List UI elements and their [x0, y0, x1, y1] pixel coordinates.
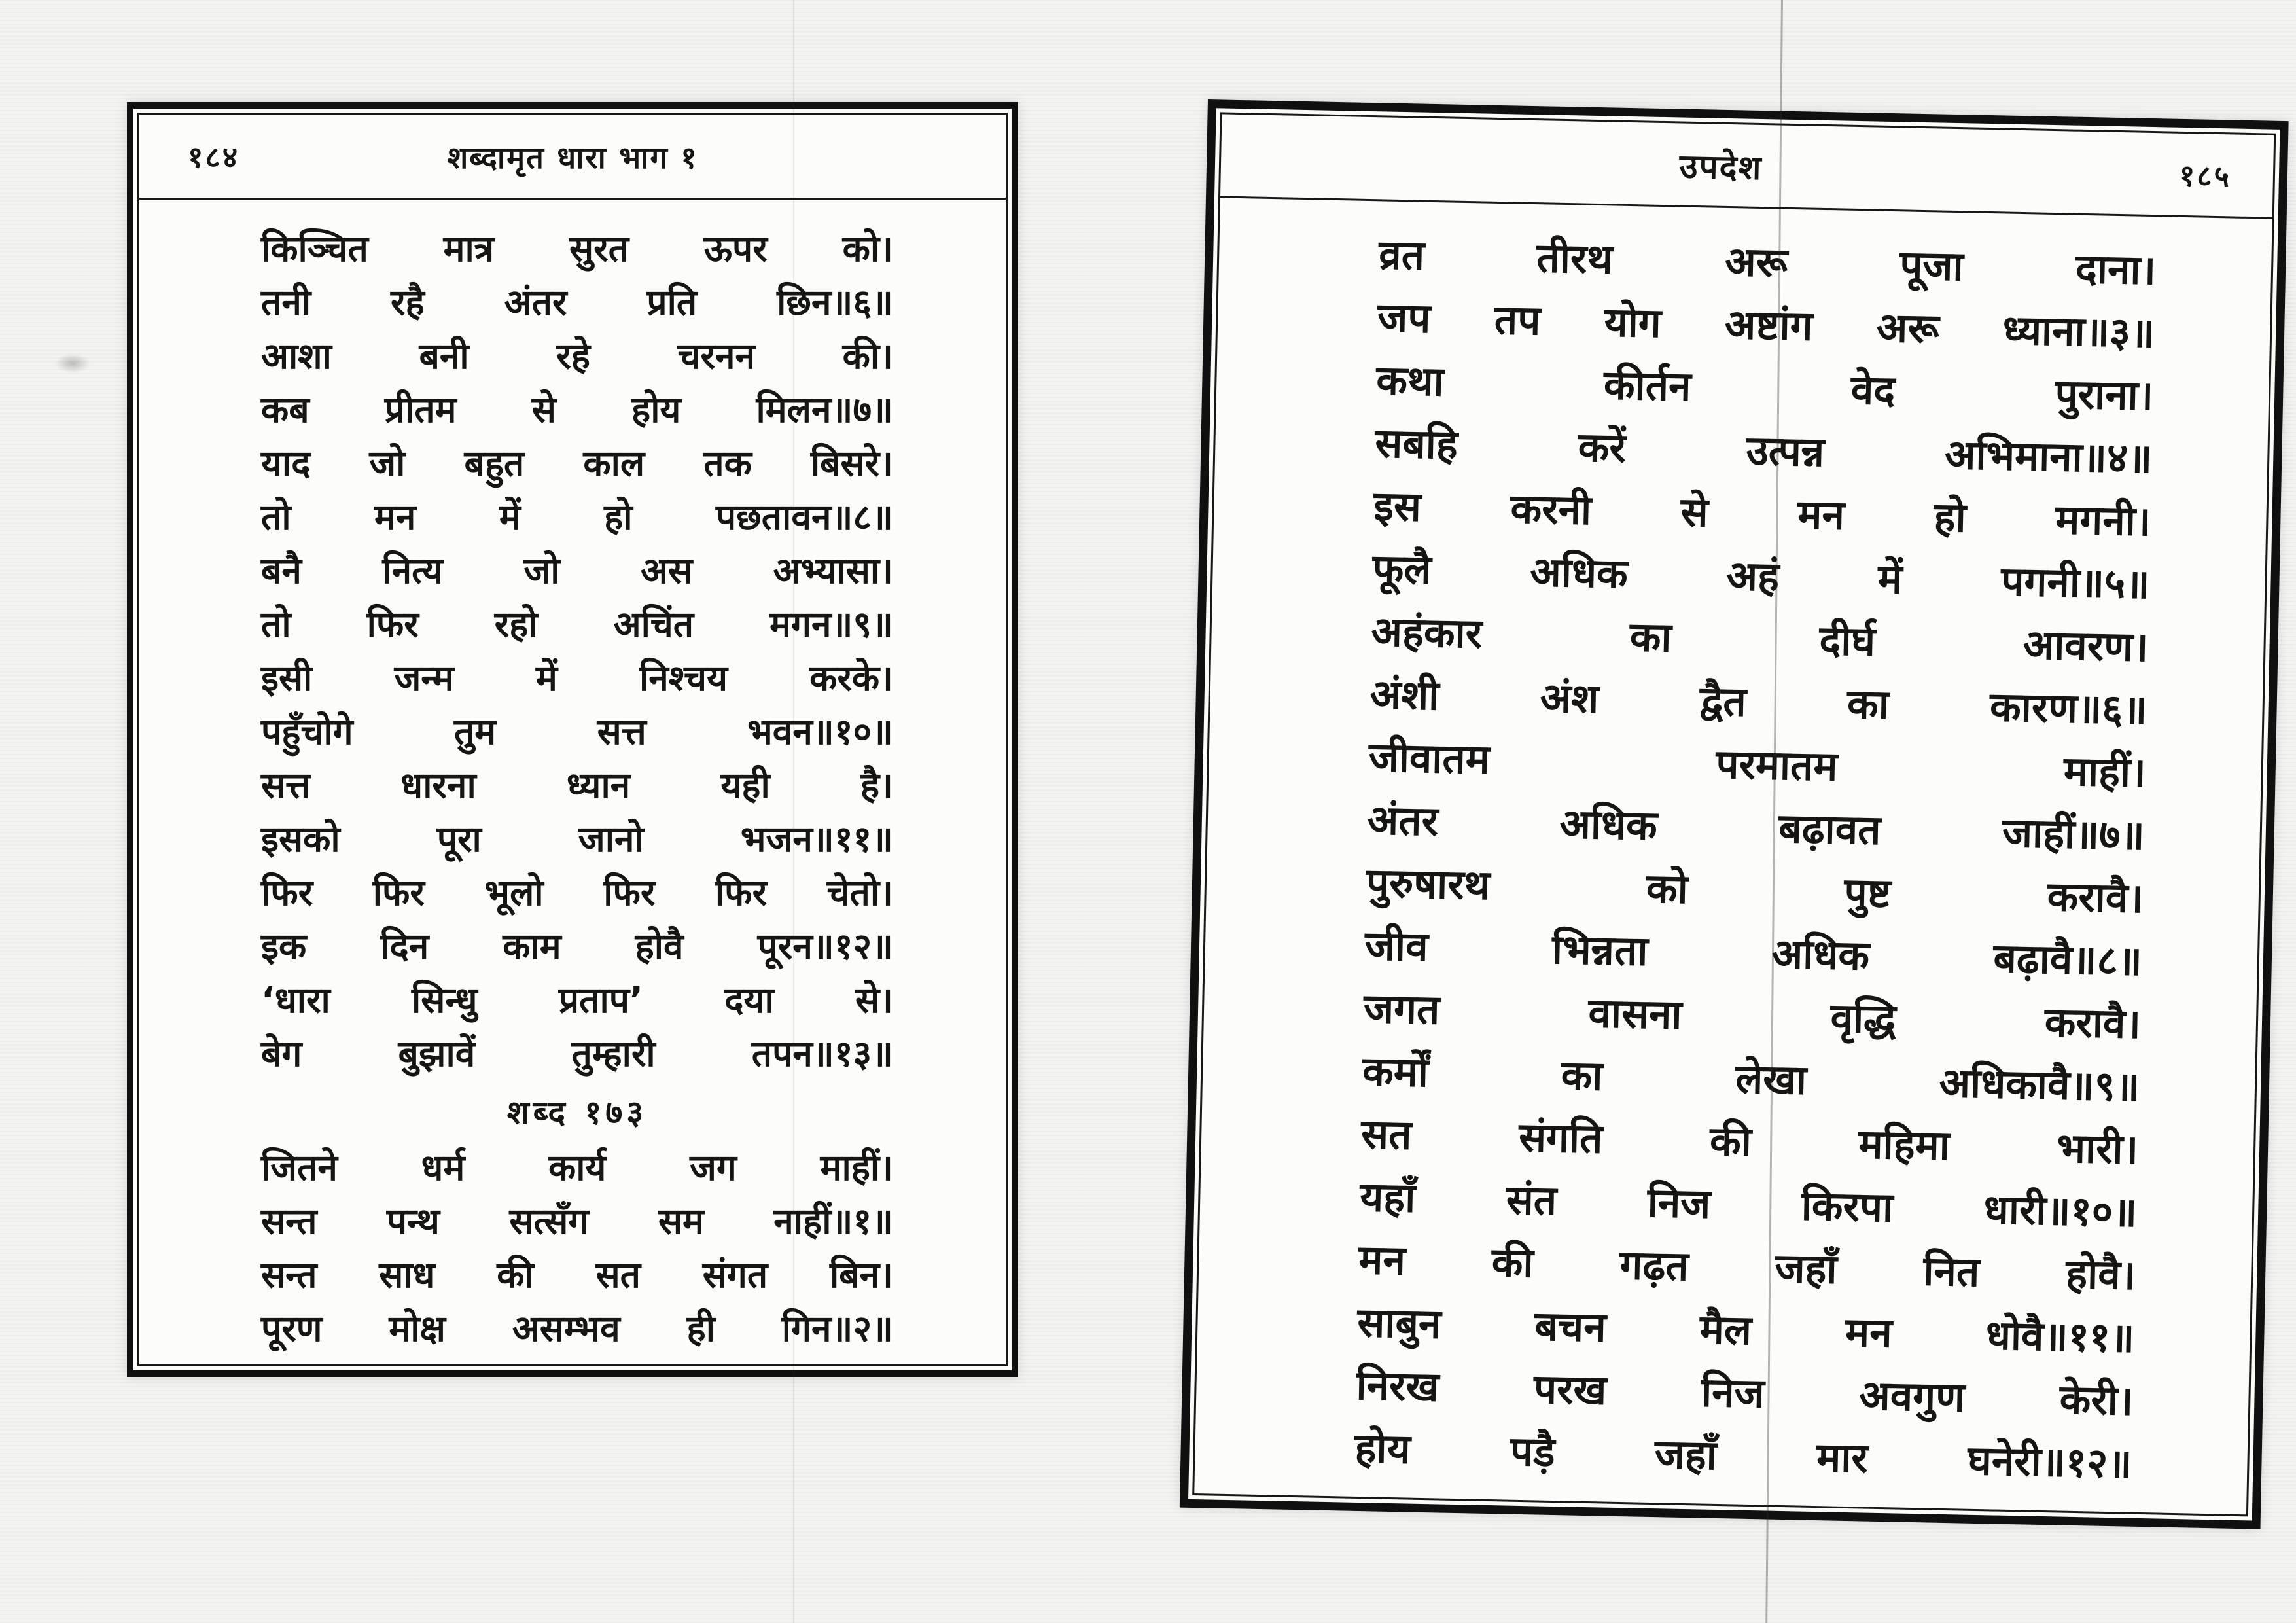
verse-line: कथा कीर्तन वेद पुराना।	[1375, 356, 2154, 420]
shabd-section-heading: शब्द १७३	[506, 1094, 648, 1132]
verse-line: जीवातम परमातम माहीं।	[1368, 733, 2147, 796]
verse-line: अंशी अंश द्वैत का कारण॥६॥	[1369, 670, 2148, 734]
verse-line: इस करनी से मन हो मगनी।	[1373, 482, 2152, 546]
verse-line: होय पड़ै जहाँ मार घनेरी॥१२॥	[1354, 1423, 2133, 1488]
left-page-body	[139, 200, 1006, 1364]
right-page-title: उपदेश	[1679, 147, 1763, 188]
right-page-frame	[1192, 112, 2276, 1516]
verse-line: आशा बनी रहे चरनन की।	[261, 335, 893, 377]
verse-line: बेग बुझावें तुम्हारी तपन॥१३॥	[261, 1033, 893, 1075]
verse-line: फूलै अधिक अहं में पगनी॥५॥	[1371, 544, 2151, 609]
verse-line: जगत वासना वृद्धि करावै।	[1363, 984, 2142, 1048]
verse-line: ‘धारा सिन्धु प्रताप’ दया से।	[261, 979, 893, 1021]
verse-line: जितने धर्म कार्य जग माहीं।	[261, 1147, 893, 1188]
verse-line: किञ्चित मात्र सुरत ऊपर को।	[261, 228, 893, 270]
verse-line: अंतर अधिक बढ़ावत जाहीं॥७॥	[1367, 796, 2146, 859]
right-page-body	[1194, 198, 2272, 1514]
verse-line: कर्मों का लेखा अधिकावै॥९॥	[1362, 1047, 2140, 1111]
verse-line: अहंकार का दीर्घ आवरण।	[1371, 607, 2149, 671]
margin-smudge	[55, 353, 90, 373]
left-verse-block-2	[261, 1141, 893, 1355]
verse-line: जप तप योग अष्टांग अरू ध्याना॥३॥	[1377, 293, 2155, 357]
left-page-frame	[137, 113, 1008, 1366]
verse-line: याद जो बहुत काल तक बिसरे।	[261, 442, 893, 484]
verse-line: इसको पूरा जानो भजन॥११॥	[261, 818, 893, 860]
verse-line: पूरण मोक्ष असम्भव ही गिन॥२॥	[261, 1308, 893, 1349]
left-page-number: १८४	[188, 139, 240, 174]
verse-line: पुरुषारथ को पुष्ट करावै।	[1366, 859, 2144, 922]
verse-line: पहुँचोगे तुम सत्त भवन॥१०॥	[261, 711, 893, 753]
left-verse-block	[261, 222, 893, 1080]
verse-line: तो फिर रहो अचिंत मगन॥९॥	[261, 603, 893, 645]
verse-line: तो मन में हो पछतावन॥८॥	[261, 496, 893, 538]
right-verse-block	[1354, 223, 2157, 1495]
left-page	[127, 102, 1018, 1377]
verse-line: इक दिन काम होवै पूरन॥१२॥	[261, 925, 893, 967]
left-page-title: शब्दामृत धारा भाग १	[447, 139, 698, 176]
verse-line: तनी रहै अंतर प्रति छिन॥६॥	[261, 281, 893, 323]
right-page	[1180, 99, 2289, 1529]
verse-line: निरख परख निज अवगुण केरी।	[1355, 1361, 2134, 1425]
left-page-header	[139, 115, 1006, 200]
verse-line: मन की गढ़त जहाँ नित होवै।	[1358, 1235, 2136, 1299]
verse-line: साबुन बचन मैल मन धोवै॥११॥	[1356, 1298, 2136, 1362]
verse-line: सत्त धारना ध्यान यही है।	[261, 764, 893, 806]
verse-line: फिर फिर भूलो फिर फिर चेतो।	[261, 872, 893, 914]
verse-line: सत संगति की महिमा भारी।	[1360, 1110, 2139, 1173]
verse-line: इसी जन्म में निश्चय करके।	[261, 657, 893, 699]
verse-line: सबहि करें उत्पन्न अभिमाना॥४॥	[1374, 419, 2153, 483]
verse-line: व्रत तीरथ अरू पूजा दाना।	[1378, 230, 2157, 294]
verse-line: कब प्रीतम से होय मिलन॥७॥	[261, 389, 893, 431]
verse-line: जीव भिन्नता अधिक बढ़ावै॥८॥	[1364, 921, 2143, 985]
verse-line: सन्त पन्थ सत्सँग सम नाहीं॥१॥	[261, 1200, 893, 1242]
verse-line: यहाँ संत निज किरपा धारी॥१०॥	[1359, 1173, 2138, 1236]
right-page-number: १८५	[2179, 157, 2232, 194]
verse-line: सन्त साध की सत संगत बिन।	[261, 1254, 893, 1296]
verse-line: बनै नित्य जो अस अभ्यासा।	[261, 550, 893, 592]
